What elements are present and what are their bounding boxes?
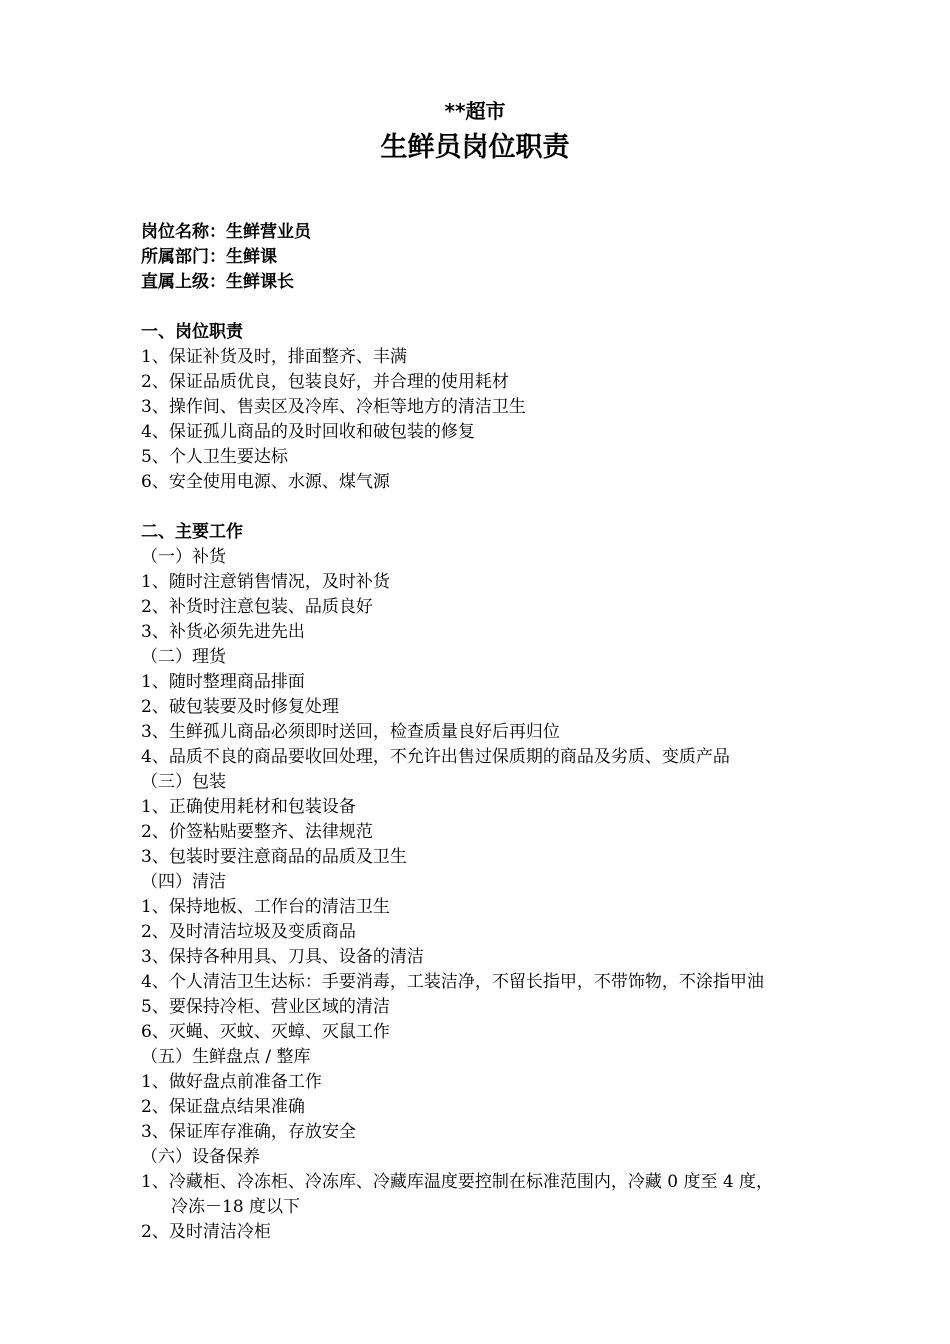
list-item: 2、保证盘点结果准确 [141, 1097, 305, 1117]
list-item: 2、及时清洁垃圾及变质商品 [141, 922, 356, 942]
section-main-work [141, 520, 861, 1245]
section-heading: 一、岗位职责 [141, 322, 243, 342]
list-item: 1、做好盘点前准备工作 [141, 1072, 322, 1092]
list-item: 3、生鲜孤儿商品必须即时送回，检查质量良好后再归位 [141, 722, 560, 742]
group-title: （三）包装 [141, 772, 226, 792]
section-heading: 二、主要工作 [141, 522, 243, 542]
list-item: 6、灭蝇、灭蚊、灭蟑、灭鼠工作 [141, 1022, 390, 1042]
group-title: （五）生鲜盘点 / 整库 [141, 1047, 311, 1067]
list-item: 4、保证孤儿商品的及时回收和破包装的修复 [141, 422, 475, 442]
list-item-continuation: 冷冻－18 度以下 [171, 1197, 301, 1217]
list-item: 2、及时清洁冷柜 [141, 1222, 271, 1242]
list-item: 1、随时整理商品排面 [141, 672, 305, 692]
list-item-first-line: 1、冷藏柜、冷冻柜、冷冻库、冷藏库温度要控制在标准范围内，冷藏 0 度至 4 度， [141, 1172, 774, 1192]
list-item: 3、包装时要注意商品的品质及卫生 [141, 847, 407, 867]
document-title: 生鲜员岗位职责 [380, 132, 570, 163]
supervisor: 直属上级：生鲜课长 [141, 272, 294, 292]
list-item: 6、安全使用电源、水源、煤气源 [141, 472, 390, 492]
list-item: 2、补货时注意包装、品质良好 [141, 597, 373, 617]
list-item: 3、保持各种用具、刀具、设备的清洁 [141, 947, 424, 967]
list-item: 1、随时注意销售情况，及时补货 [141, 572, 390, 592]
document-page [141, 96, 861, 1245]
company-name: **超市 [444, 99, 506, 123]
list-item: 1、保证补货及时，排面整齐、丰满 [141, 347, 407, 367]
list-item: 3、补货必须先进先出 [141, 622, 305, 642]
list-item: 1、正确使用耗材和包装设备 [141, 797, 356, 817]
list-item: 3、操作间、售卖区及冷库、冷柜等地方的清洁卫生 [141, 397, 526, 417]
group-title: （四）清洁 [141, 872, 226, 892]
list-item [141, 1170, 861, 1220]
list-item: 2、破包装要及时修复处理 [141, 697, 339, 717]
group-title: （一）补货 [141, 547, 226, 567]
list-item: 2、价签粘贴要整齐、法律规范 [141, 822, 373, 842]
list-item: 4、品质不良的商品要收回处理，不允许出售过保质期的商品及劣质、变质产品 [141, 747, 730, 767]
list-item: 5、要保持冷柜、营业区域的清洁 [141, 997, 390, 1017]
group-title: （二）理货 [141, 647, 226, 667]
job-info [141, 220, 861, 295]
list-item: 5、个人卫生要达标 [141, 447, 288, 467]
list-item: 1、保持地板、工作台的清洁卫生 [141, 897, 390, 917]
section-responsibilities [141, 320, 861, 495]
list-item: 2、保证品质优良，包装良好，并合理的使用耗材 [141, 372, 509, 392]
list-item: 4、个人清洁卫生达标：手要消毒，工装洁净，不留长指甲，不带饰物，不涂指甲油 [141, 972, 764, 992]
group-title: （六）设备保养 [141, 1147, 260, 1167]
department: 所属部门：生鲜课 [141, 247, 277, 267]
position-name: 岗位名称：生鲜营业员 [141, 222, 311, 242]
list-item: 3、保证库存准确，存放安全 [141, 1122, 356, 1142]
